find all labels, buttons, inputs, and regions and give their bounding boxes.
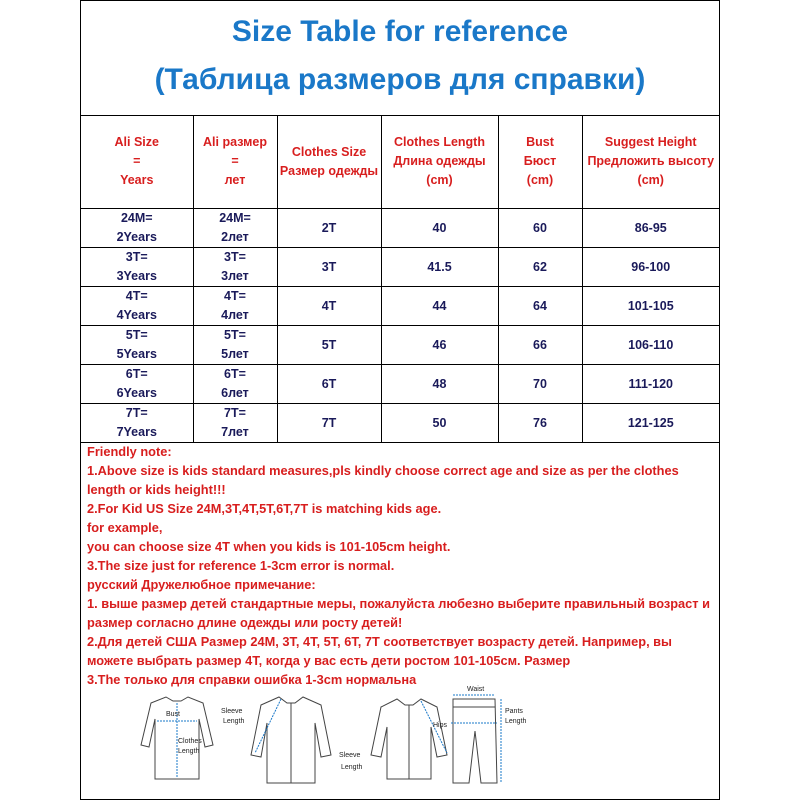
cell-height: 101-105 [582, 287, 719, 326]
note-line: 2.Для детей США Размер 24M, 3T, 4T, 5T, 6T, 7T соответствует возрасту детей. Например, вы можете выбрать размер 4T, когда у вас есть дети ростом 101-105см. Размер [87, 634, 672, 668]
cell-ali-size-ru: 3T= 3лет [193, 248, 277, 287]
note-line: Friendly note: [87, 444, 172, 459]
measurement-illustrations [121, 683, 621, 795]
pants-length-label: Length [505, 718, 527, 725]
header-clothes-size: Clothes Size Размер одежды [277, 115, 381, 209]
shirt-illustration [251, 697, 331, 783]
cell-bust: 66 [498, 326, 582, 365]
friendly-notes [87, 442, 717, 689]
cell-clothes-length: 41.5 [381, 248, 498, 287]
cell-clothes-size: 4T [277, 287, 381, 326]
cell-height: 106-110 [582, 326, 719, 365]
pullover-illustration [141, 697, 213, 779]
cell-clothes-size: 3T [277, 248, 381, 287]
table-row [81, 287, 719, 326]
cell-ali-size: 3T= 3Years [81, 248, 193, 287]
note-line: 2.For Kid US Size 24M,3T,4T,5T,6T,7T is matching kids age. [87, 501, 442, 516]
cell-bust: 64 [498, 287, 582, 326]
header-suggest-height: Suggest Height Предложить высоту (cm) [582, 115, 719, 209]
cell-clothes-size: 2T [277, 209, 381, 248]
cell-clothes-size: 5T [277, 326, 381, 365]
cell-bust: 62 [498, 248, 582, 287]
cell-ali-size: 4T= 4Years [81, 287, 193, 326]
header-ali-size: Ali Size = Years [81, 115, 193, 209]
cell-ali-size: 24M= 2Years [81, 209, 193, 248]
table-row [81, 209, 719, 248]
waist-label: Waist [467, 686, 485, 693]
table-header-row [81, 115, 719, 209]
table-row [81, 248, 719, 287]
note-line: 3.The size just for reference 1-3cm error is normal. [87, 558, 395, 573]
pants-label: Pants [505, 708, 523, 715]
clothes-label: Clothes [178, 738, 202, 745]
cell-clothes-length: 44 [381, 287, 498, 326]
jacket-length-label: Length [341, 764, 363, 771]
cell-ali-size: 5T= 5Years [81, 326, 193, 365]
table-row [81, 365, 719, 404]
cell-bust: 60 [498, 209, 582, 248]
page-title: Size Table for reference [231, 15, 569, 48]
cell-ali-size-ru: 4T= 4лет [193, 287, 277, 326]
sleeve-label: Sleeve [221, 708, 243, 715]
cell-clothes-length: 48 [381, 365, 498, 404]
cell-height: 121-125 [582, 404, 719, 443]
sleeve-length-label: Length [223, 718, 245, 725]
cell-ali-size-ru: 6T= 6лет [193, 365, 277, 404]
note-line: русский Дружелюбное примечание: [87, 577, 316, 592]
header-bust: Bust Бюст (cm) [498, 115, 582, 209]
cell-height: 111-120 [582, 365, 719, 404]
table-row [81, 326, 719, 365]
size-chart-frame [80, 0, 720, 800]
cell-clothes-length: 50 [381, 404, 498, 443]
cell-clothes-length: 46 [381, 326, 498, 365]
header-clothes-length: Clothes Length Длина одежды (cm) [381, 115, 498, 209]
cell-ali-size-ru: 24M= 2лет [193, 209, 277, 248]
note-line: for example, [87, 520, 163, 535]
note-line: you can choose size 4T when you kids is 101-105cm height. [87, 539, 451, 554]
size-table [81, 115, 719, 443]
length-label: Length [178, 748, 200, 755]
jacket-sleeve-label: Sleeve [339, 752, 361, 759]
cell-clothes-size: 7T [277, 404, 381, 443]
jacket-illustration [371, 699, 447, 779]
note-line: 3.The только для справки ошибка 1-3cm нормальна [87, 672, 417, 687]
cell-height: 96-100 [582, 248, 719, 287]
page-subtitle: (Таблица размеров для справки) [154, 63, 646, 96]
bust-label: Bust [166, 711, 181, 718]
cell-ali-size: 7T= 7Years [81, 404, 193, 443]
cell-bust: 76 [498, 404, 582, 443]
pants-illustration [451, 695, 501, 783]
note-line: 1. выше размер детей стандартные меры, пожалуйста любезно выберите правильный возраст и размер согласно длине одежды или росту детей! [87, 596, 710, 630]
cell-bust: 70 [498, 365, 582, 404]
cell-ali-size-ru: 5T= 5лет [193, 326, 277, 365]
note-line: 1.Above size is kids standard measures,pls kindly choose correct age and size as per the clothes length or kids height!!! [87, 463, 679, 497]
cell-height: 86-95 [582, 209, 719, 248]
hips-label: Hips [433, 722, 448, 729]
title-box [81, 1, 719, 116]
cell-ali-size-ru: 7T= 7лет [193, 404, 277, 443]
cell-clothes-size: 6T [277, 365, 381, 404]
cell-clothes-length: 40 [381, 209, 498, 248]
header-ali-size-ru: Ali размер = лет [193, 115, 277, 209]
table-row [81, 404, 719, 443]
cell-ali-size: 6T= 6Years [81, 365, 193, 404]
